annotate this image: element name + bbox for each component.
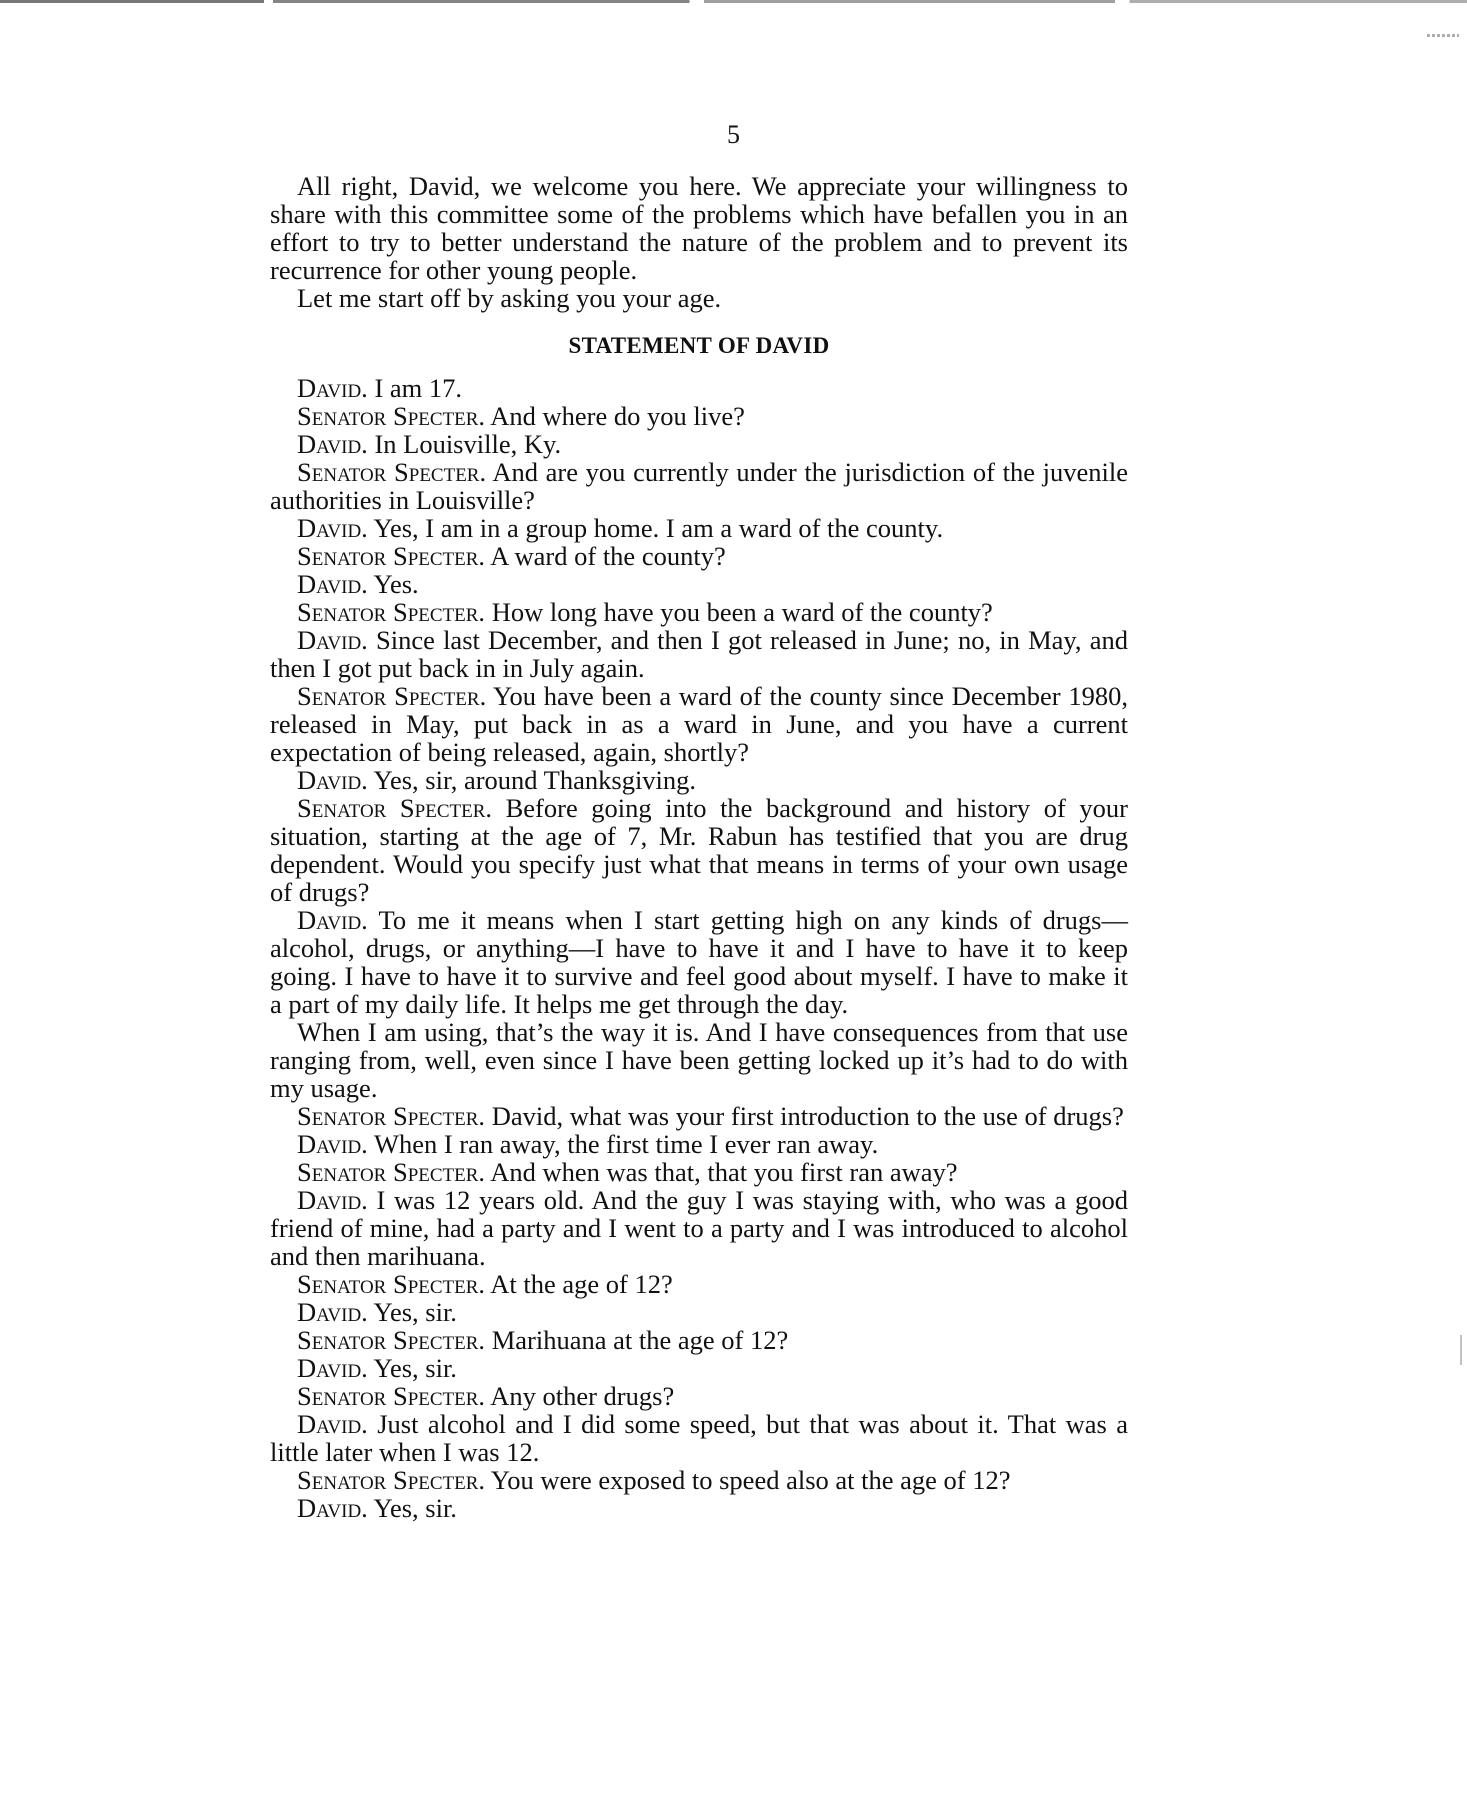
speaker-name: Senator Specter. [297, 457, 487, 487]
speech-text: In Louisville, Ky. [367, 429, 562, 459]
transcript-paragraph [270, 1102, 1128, 1130]
speaker-name: David. [297, 569, 368, 599]
speech-text: Yes, sir, around Thanksgiving. [367, 765, 697, 795]
speech-text: Yes. [367, 569, 419, 599]
transcript-paragraph [270, 1494, 1128, 1522]
speech-text: And where do you live? [485, 401, 745, 431]
speaker-name: Senator Specter. [297, 1157, 486, 1187]
transcript-paragraph [270, 514, 1128, 542]
speech-text: Yes, sir. [367, 1297, 457, 1327]
speaker-name: David. [297, 765, 368, 795]
speaker-name: David. [297, 905, 368, 935]
transcript-paragraph [270, 598, 1128, 626]
speech-text: Before going into the background and history of your situation, starting at the age of 7, Mr. Rabun has testified that you are drug dependent. Would you specify just what that means in terms of your own usage of drugs? [270, 793, 1129, 907]
page-number: 5 [727, 120, 740, 149]
speech-text: David, what was your first introduction to the use of drugs? [485, 1101, 1124, 1131]
speaker-name: Senator Specter. [297, 597, 486, 627]
transcript-paragraph [270, 1130, 1128, 1158]
speaker-name: Senator Specter. [297, 1325, 486, 1355]
transcript-paragraph [270, 682, 1128, 766]
speech-text: I am 17. [367, 373, 463, 403]
statement-heading: STATEMENT OF DAVID [568, 333, 830, 358]
speech-text: At the age of 12? [485, 1269, 673, 1299]
speech-text: Marihuana at the age of 12? [485, 1325, 789, 1355]
speaker-name: David. [297, 625, 368, 655]
speech-text: Just alcohol and I did some speed, but that was about it. That was a little later when I was 12. [270, 1409, 1128, 1467]
transcript-paragraph [270, 626, 1128, 682]
speech-text: When I ran away, the first time I ever ran away. [367, 1129, 879, 1159]
transcript-paragraph [270, 1186, 1128, 1270]
speaker-name: David. [297, 373, 368, 403]
speech-text: You have been a ward of the county since December 1980, released in May, put back in as a ward in June, and you have a current expectation of being released, again, shortly? [270, 681, 1128, 767]
speech-text: And when was that, that you first ran away? [485, 1157, 958, 1187]
transcript-paragraph [270, 1298, 1128, 1326]
speech-text: When I am using, that’s the way it is. And I have consequences from that use ranging from, well, even since I have been getting locked up it’s had to do with my usage. [270, 1017, 1128, 1103]
speech-text: A ward of the county? [485, 541, 726, 571]
transcript-paragraph [270, 402, 1128, 430]
speech-text: Yes, I am in a group home. I am a ward of the county. [367, 513, 944, 543]
speaker-name: Senator Specter. [297, 793, 493, 823]
transcript-paragraph [270, 1018, 1128, 1102]
transcript-paragraph [270, 430, 1128, 458]
speaker-name: David. [297, 1409, 368, 1439]
transcript-paragraph [270, 794, 1128, 906]
transcript-paragraph [270, 766, 1128, 794]
speaker-name: Senator Specter. [297, 401, 486, 431]
transcript-paragraph [270, 1270, 1128, 1298]
speech-text: Since last December, and then I got released in June; no, in May, and then I got put back in in July again. [270, 625, 1128, 683]
speech-text: Yes, sir. [367, 1353, 457, 1383]
transcript-paragraph [270, 542, 1128, 570]
speaker-name: Senator Specter. [297, 1269, 486, 1299]
speech-text: How long have you been a ward of the county? [485, 597, 993, 627]
intro-paragraph-2: Let me start off by asking you your age. [297, 283, 722, 313]
speech-text: You were exposed to speed also at the age of 12? [485, 1465, 1011, 1495]
speech-text: I was 12 years old. And the guy I was staying with, who was a good friend of mine, had a party and I went to a party and I was introduced to alcohol and then marihuana. [270, 1185, 1128, 1271]
transcript-paragraph [270, 1326, 1128, 1354]
speaker-name: David. [297, 1297, 368, 1327]
speech-text: Yes, sir. [367, 1493, 457, 1523]
transcript-paragraph [270, 1410, 1128, 1466]
speaker-name: Senator Specter. [297, 541, 486, 571]
speaker-name: Senator Specter. [297, 1101, 486, 1131]
transcript-paragraph [270, 374, 1128, 402]
speech-text: And are you currently under the jurisdiction of the juvenile authorities in Louisville? [270, 457, 1128, 515]
speaker-name: David. [297, 1493, 368, 1523]
transcript-paragraph [270, 458, 1128, 514]
scan-edge-line [0, 0, 1467, 3]
speaker-name: David. [297, 1129, 368, 1159]
speaker-name: Senator Specter. [297, 1465, 486, 1495]
speaker-name: David. [297, 513, 368, 543]
transcript-paragraph [270, 1354, 1128, 1382]
speaker-name: David. [297, 1353, 368, 1383]
speaker-name: David. [297, 429, 368, 459]
transcript-paragraph [270, 1466, 1128, 1494]
text-column [270, 172, 1128, 1522]
transcript-paragraph [270, 1382, 1128, 1410]
transcript-paragraph [270, 906, 1128, 1018]
speech-text: Any other drugs? [485, 1381, 675, 1411]
scan-artifact [1427, 34, 1459, 37]
speaker-name: David. [297, 1185, 368, 1215]
intro-paragraph-1: All right, David, we welcome you here. We appreciate your willingness to share with this committee some of the problems which have befallen you in an effort to try to better understand the nature of the problem and to prevent its recurrence for other young people. [270, 171, 1128, 285]
transcript-paragraph [270, 1158, 1128, 1186]
speaker-name: Senator Specter. [297, 681, 487, 711]
speaker-name: Senator Specter. [297, 1381, 486, 1411]
speech-text: To me it means when I start getting high on any kinds of drugs—alcohol, drugs, or anything—I have to have it and I have to have it to keep going. I have to have it to survive and feel good about myself. I have to make it a part of my daily life. It helps me get through the day. [270, 905, 1128, 1019]
margin-mark [1460, 1335, 1462, 1365]
transcript [270, 374, 1128, 1522]
transcript-paragraph [270, 570, 1128, 598]
